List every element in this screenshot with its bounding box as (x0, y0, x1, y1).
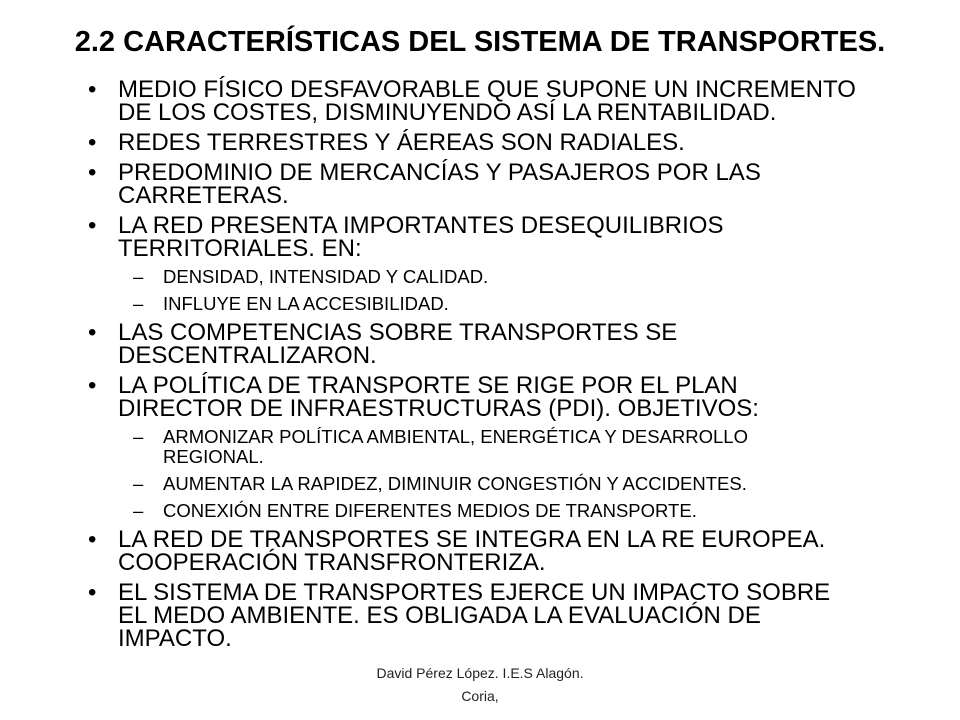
slide-title: 2.2 CARACTERÍSTICAS DEL SISTEMA DE TRANSPORTES. (74, 26, 886, 58)
list-item-line: DESCENTRALIZARON. (118, 342, 377, 369)
list-item-line: IMPACTO. (118, 625, 232, 652)
sub-list-item (88, 427, 960, 467)
list-item-line: REGIONAL. (163, 446, 264, 467)
sub-list-item (88, 294, 960, 314)
bullet-marker: • (88, 526, 97, 553)
list-item-line: INFLUYE EN LA ACCESIBILIDAD. (163, 293, 449, 314)
list-item (88, 528, 960, 574)
bullet-marker: • (88, 129, 97, 156)
list-item-line: PREDOMINIO DE MERCANCÍAS Y PASAJEROS POR LAS (118, 159, 761, 186)
list-item (88, 131, 960, 154)
list-item-line: LA RED PRESENTA IMPORTANTES DESEQUILIBRIOS (118, 212, 724, 239)
list-item-line: DIRECTOR DE INFRAESTRUCTURAS (PDI). OBJETIVOS: (118, 395, 759, 422)
bullet-marker: • (88, 319, 97, 346)
dash-marker: – (133, 293, 144, 314)
list-item-line: MEDIO FÍSICO DESFAVORABLE QUE SUPONE UN INCREMENTO (118, 76, 856, 103)
list-item (88, 374, 960, 420)
list-item-line: CARRETERAS. (118, 182, 289, 209)
list-item-line: EL SISTEMA DE TRANSPORTES EJERCE UN IMPACTO SOBRE (118, 579, 831, 606)
list-item-line: TERRITORIALES. EN: (118, 235, 362, 262)
list-item-line: DENSIDAD, INTENSIDAD Y CALIDAD. (163, 266, 489, 287)
sub-list-item (88, 501, 960, 521)
list-item-line: LAS COMPETENCIAS SOBRE TRANSPORTES SE (118, 319, 678, 346)
footer-location: Coria, (461, 688, 499, 704)
bullet-marker: • (88, 579, 97, 606)
bullet-marker: • (88, 372, 97, 399)
list-item-line: EL MEDO AMBIENTE. ES OBLIGADA LA EVALUACIÓN DE (118, 602, 761, 629)
list-item (88, 161, 960, 207)
list-item-line: AUMENTAR LA RAPIDEZ, DIMINUIR CONGESTIÓN Y ACCIDENTES. (163, 473, 747, 494)
list-item-line: DE LOS COSTES, DISMINUYENDO ASÍ LA RENTABILIDAD. (118, 99, 777, 126)
sub-list-item (88, 474, 960, 494)
bullet-marker: • (88, 212, 97, 239)
list-item-line: CONEXIÓN ENTRE DIFERENTES MEDIOS DE TRANSPORTE. (163, 500, 697, 521)
bullet-marker: • (88, 76, 97, 103)
list-item-line: LA RED DE TRANSPORTES SE INTEGRA EN LA RE EUROPEA. (118, 526, 826, 553)
bullet-list (88, 78, 960, 657)
bullet-marker: • (88, 159, 97, 186)
list-item (88, 78, 960, 124)
list-item (88, 214, 960, 260)
footer-author: David Pérez López. I.E.S Alagón. (376, 665, 584, 681)
list-item (88, 321, 960, 367)
list-item-line: ARMONIZAR POLÍTICA AMBIENTAL, ENERGÉTICA Y DESARROLLO (163, 426, 748, 447)
list-item-line: LA POLÍTICA DE TRANSPORTE SE RIGE POR EL PLAN (118, 372, 738, 399)
sub-list-item (88, 267, 960, 287)
dash-marker: – (133, 266, 144, 287)
list-item (88, 581, 960, 650)
footer (310, 662, 650, 708)
dash-marker: – (133, 500, 144, 521)
dash-marker: – (133, 473, 144, 494)
list-item-line: REDES TERRESTRES Y ÁEREAS SON RADIALES. (118, 129, 685, 156)
list-item-line: COOPERACIÓN TRANSFRONTERIZA. (118, 549, 546, 576)
dash-marker: – (133, 426, 144, 447)
